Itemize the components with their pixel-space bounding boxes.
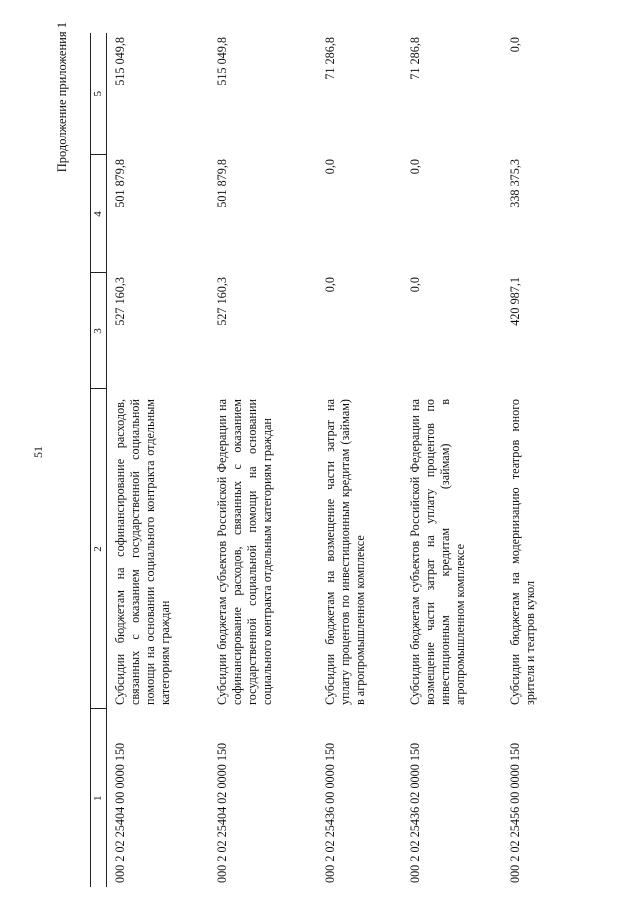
column-header: 4	[91, 155, 107, 273]
value-col4: 0,0	[323, 159, 337, 175]
value-col3: 0,0	[408, 277, 422, 293]
item-name: Субсидии бюджетам на софинансирование расходов, связанных с оказанием государственной социальной помощи на основании социального контракта отдельным категориям граждан	[113, 399, 172, 705]
column-header: 3	[91, 273, 107, 389]
value-col4: 338 375,3	[508, 159, 522, 208]
item-name: Субсидии бюджетам субъектов Российской Федерации на софинансирование расходов, связанных с оказанием государственной социальной помощи на основании социального контракта отдельным категориям граждан	[215, 399, 274, 705]
budget-table	[90, 33, 552, 887]
budget-code: 000 2 02 25436 00 0000 150	[323, 742, 337, 883]
item-name: Субсидии бюджетам на модернизацию театров юного зрителя и театров кукол	[508, 399, 537, 705]
continuation-label: Продолжение приложения 1	[55, 22, 69, 173]
budget-code: 000 2 02 25404 00 0000 150	[113, 742, 127, 883]
value-col3: 527 160,3	[113, 277, 127, 326]
value-col4: 0,0	[408, 159, 422, 175]
value-col5: 0,0	[508, 37, 522, 53]
column-header: 5	[91, 33, 107, 155]
budget-code: 000 2 02 25436 02 0000 150	[408, 742, 422, 883]
column-header: 1	[91, 709, 107, 887]
budget-code: 000 2 02 25404 02 0000 150	[215, 742, 229, 883]
table-row	[502, 33, 552, 887]
value-col3: 0,0	[323, 277, 337, 293]
table-row	[402, 33, 502, 887]
budget-code: 000 2 02 25456 00 0000 150	[508, 742, 522, 883]
table-row	[107, 33, 210, 887]
value-col3: 420 987,1	[508, 277, 522, 326]
value-col4: 501 879,8	[215, 159, 229, 208]
value-col5: 71 286,8	[408, 37, 422, 80]
page-number: 51	[31, 446, 45, 458]
table-row	[209, 33, 317, 887]
value-col3: 527 160,3	[215, 277, 229, 326]
value-col4: 501 879,8	[113, 159, 127, 208]
item-name: Субсидии бюджетам на возмещение части затрат на уплату процентов по инвестиционным кредитам (займам) в агропромышленном комплексе	[323, 399, 367, 705]
value-col5: 515 049,8	[113, 37, 127, 86]
table-header-row	[91, 33, 107, 887]
item-name: Субсидии бюджетам субъектов Российской Федерации на возмещение части затрат на уплату процентов по инвестиционным кредитам (займам) в агропромышленном комплексе	[408, 399, 467, 705]
value-col5: 71 286,8	[323, 37, 337, 80]
value-col5: 515 049,8	[215, 37, 229, 86]
table-row	[317, 33, 402, 887]
column-header: 2	[91, 389, 107, 709]
